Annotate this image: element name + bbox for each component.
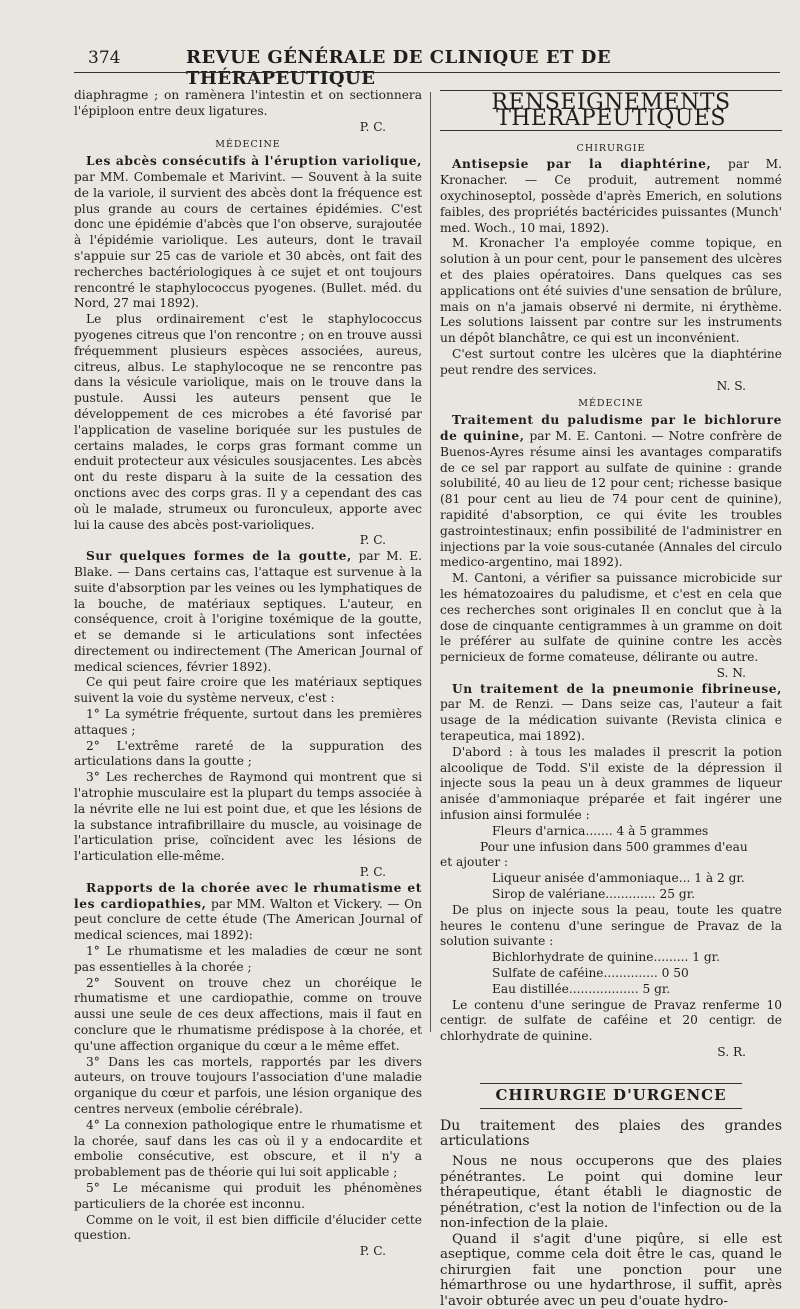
signature: P. C. (359, 1244, 386, 1259)
recipe-line: Bichlorhydrate de quinine......... 1 gr. (492, 950, 720, 965)
right-column (440, 88, 782, 1309)
paragraph: Le plus ordinairement c'est le staphylococcus pyogenes citreus que l'on rencontre ; on en trouve aussi fréquemment plusieurs espèces associées, aureus, citreus, albus. Le staphylocoque ne se rencontre pas dans la vésicule variolique, mais on le trouve dans la pustule. Aussi les auteurs pensent que le développement de ces microbes a été favorisé par l'application de vaseline boriquée sur les pustules de certains malades, le corps gras formant comme un enduit protecteur aux vésicules sousjacentes. Les abcès ont du reste disparu à la suite de la cessation des onctions avec des corps gras. Il y a cependant des cas où le malade, strumeux ou furonculeux, apporte avec lui la cause des abcès post-varioliques. (74, 312, 423, 532)
recipe-line: Eau distillée.................. 5 gr. (492, 981, 671, 996)
paragraph: C'est surtout contre les ulcères que la diaphtérine peut rendre des services. (440, 346, 782, 377)
paragraph: M. Kronacher l'a employée comme topique, en solution à un pour cent, pour le pansement des ulcères et des plaies opératoires. Dans quelques cas ses applications ont été suivies d'une sensation de brûlure, mais on n'a jamais observé ni dermite, ni érythème. Les solutions laissent par contre sur les instruments un dépôt blanchâtre, ce qui est un inconvénient. (440, 236, 782, 346)
intro-paragraph: diaphragme ; on ramènera l'intestin et on sectionnera l'épiploon entre deux ligatures. (74, 88, 422, 118)
paragraph: De plus on injecte sous la peau, toute les quatre heures le contenu d'une seringue de Pravaz de la solution suivante : (440, 902, 782, 949)
paragraph: Le contenu d'une seringue de Pravaz renferme 10 centigr. de sulfate de caféine et 20 centigr. de chlorhydrate de quinine. (440, 997, 782, 1044)
journal-title: REVUE GÉNÉRALE DE CLINIQUE ET DE THÉRAPEUTIQUE (186, 47, 612, 89)
article-title: Rapports de la chorée avec le rhumatisme et les cardiopathies, (74, 880, 422, 911)
paragraph: 3° Les recherches de Raymond qui montrent que si l'atrophie musculaire est la plupart du temps associée à la névrite elle ne lui est point due, et que les lésions de la substance intrafibrillaire du muscle, au voisinage de l'articulation prise, coïncident avec les lésions de l'articulation elle-même. (74, 770, 422, 864)
paragraph: 4° La connexion pathologique entre le rhumatisme et la chorée, sauf dans les cas où il y a endocardite et embolie consécutive, est obscure, et il n'y a probablement pas de théorie qui lui soit applicable ; (74, 1117, 422, 1180)
paragraph: 5° Le mécanisme qui produit les phénomènes particuliers de la chorée est inconnu. (74, 1180, 422, 1211)
paragraph: M. Cantoni, a vérifier sa puissance microbicide sur les hématozoaires du paludisme, et c'est en cela que ces recherches sont originales Il en conclut que à la dose de cinquante centigrammes à un gramme on doit le préférer au sulfate de quinine contre les accès pernicieux de forme comateuse, délirante ou autre. (440, 571, 782, 665)
article-title: Antisepsie par la diaphtérine, (452, 157, 712, 172)
signature: S. N. (716, 665, 746, 680)
page-number: 374 (88, 48, 121, 68)
section-banner: CHIRURGIE D'URGENCE (480, 1083, 742, 1109)
article-goutte (74, 549, 422, 675)
paragraph: Ce qui peut faire croire que les matériaux septiques suivent la voie du système nerveux, c'est : (74, 675, 422, 706)
column-divider (430, 92, 431, 1032)
signature: P. C. (359, 865, 386, 880)
paragraph: Nous ne nous occuperons que des plaies pénétrantes. Le point qui domine leur thérapeutique, étant établi le diagnostic de pénétration, c'est la notion de l'infection ou de la non-infection de la plaie. (440, 1154, 782, 1232)
signature: N. S. (716, 378, 746, 393)
article-title: Sur quelques formes de la goutte, (86, 549, 352, 564)
article-heading: Du traitement des plaies des grandes articulations (440, 1117, 782, 1150)
article-lead: par MM. Walton et Vickery. — On peut conclure de cette étude (The American Journal of medical sciences, mai 1892): (74, 896, 422, 943)
article-paludisme (440, 413, 782, 571)
signature: S. R. (717, 1045, 746, 1060)
paragraph: 3° Dans les cas mortels, rapportés par les divers auteurs, on trouve toujours l'association d'une maladie organique du cœur et parfois, une lésion organique des centres nerveux (embolie cérébrale). (74, 1054, 422, 1116)
section-label: MÉDECINE (215, 139, 281, 151)
paragraph: 1° Le rhumatisme et les maladies de cœur ne sont pas essentielles à la chorée ; (74, 944, 422, 974)
article-title: Les abcès consécutifs à l'éruption variolique, (86, 154, 422, 169)
recipe-line: et ajouter : (440, 855, 509, 870)
recipe-line: Pour une infusion dans 500 grammes d'eau (480, 839, 748, 854)
section-label: CHIRURGIE (576, 142, 646, 154)
paragraph: 2° L'extrême rareté de la suppuration des articulations dans la goutte ; (74, 738, 422, 769)
article-lead: par M. E. Blake. — Dans certains cas, l'attaque est survenue à la suite d'absorption par les veines ou les lymphatiques de la bouche, de matériaux septiques. L'auteur, en conséquence, croit à l'origine toxémique de la goutte, et se demande si le articulations sont infectées directement ou indirectement (The American Journal of medical sciences, février 1892). (74, 549, 422, 674)
paragraph: Comme on le voit, il est bien difficile d'élucider cette question. (74, 1212, 422, 1243)
section-label: MÉDECINE (578, 398, 644, 410)
header-rule (74, 72, 780, 73)
paragraph: Quand il s'agit d'une piqûre, si elle est aseptique, comme cela doit être le cas, quand le chirurgien fait une ponction pour une hémarthrose ou une hydarthrose, il suffit, après l'avoir obturée avec un peu d'ouate hydro- (440, 1231, 782, 1309)
paragraph: 1° La symétrie fréquente, surtout dans les premières attaques ; (74, 707, 422, 737)
recipe-line: Liqueur anisée d'ammoniaque... 1 à 2 gr. (492, 871, 745, 886)
section-header: RENSEIGNEMENTS THÉRAPEUTIQUES (440, 90, 782, 131)
article-choree (74, 881, 422, 944)
recipe-line: Sulfate de caféine.............. 0 50 (492, 966, 689, 981)
page-header (0, 44, 800, 89)
signature: P. C. (359, 533, 386, 548)
article-abces (74, 154, 422, 312)
recipe-line: Sirop de valériane............. 25 gr. (492, 887, 696, 902)
article-lead: par M. de Renzi. — Dans seize cas, l'auteur a fait usage de la médication suivante (Revista clinica e terapeutica, mai 1892). (440, 697, 782, 744)
article-title: Un traitement de la pneumonie fibrineuse, (452, 681, 782, 696)
article-lead: par MM. Combemale et Marivint. — Souvent à la suite de la variole, il survient des abcès dont la fréquence est plus grande au cours de certaines épidémies. C'est donc une épidémie d'abcès que l'on observe, surajoutée à l'épidémie variolique. Les auteurs, dont le travail s'appuie sur 25 cas de variole et 30 abcès, ont fait des recherches bactériologiques à ce sujet et ont toujours rencontré le staphylococcus pyogenes. (Bullet. méd. du Nord, 27 mai 1892). (74, 169, 422, 311)
article-lead: par M. Kronacher. — Ce produit, autrement nommé oxychinoseptol, possède d'après Emerich, en solutions faibles, des propriétés bactéricides puissantes (Munch' med. Woch., 10 mai, 1892). (440, 157, 782, 235)
recipe-line: Fleurs d'arnica....... 4 à 5 grammes (492, 823, 709, 838)
article-lead: par M. E. Cantoni. — Notre confrère de Buenos-Ayres résume ainsi les avantages comparatifs de ce sel par rapport au sulfate de quinine : grande solubilité, 40 au lieu de 12 pour cent; richesse basique (81 pour cent au lieu de 74 pour cent de quinine), rapidité d'absorption, ce qui évite les troubles gastrointestinaux; enfin possibilité de l'administrer en injections par la voie sous-cutanée (Annales del circulo medico-argentino, mai 1892). (440, 428, 783, 570)
left-column (74, 88, 422, 1260)
paragraph: D'abord : à tous les malades il prescrit la potion alcoolique de Todd. S'il existe de la dépression il injecte sous la peau un à deux grammes de liqueur anisée d'ammoniaque préparée et fait ingérer une infusion ainsi formulée : (440, 744, 782, 823)
article-title: Traitement du paludisme par le bichlorure de quinine, (440, 413, 782, 443)
signature: P. C. (359, 119, 386, 134)
article-pneumonie (440, 682, 782, 745)
article-diaphterine (440, 157, 782, 236)
paragraph: 2° Souvent on trouve chez un choréique le rhumatisme et une cardiopathie, comme on trouve aussi une seule de ces deux affections, mais il faut en conclure que le rhumatisme prédispose à la chorée, et qu'une affection organique du cœur a le même effet. (74, 975, 422, 1053)
